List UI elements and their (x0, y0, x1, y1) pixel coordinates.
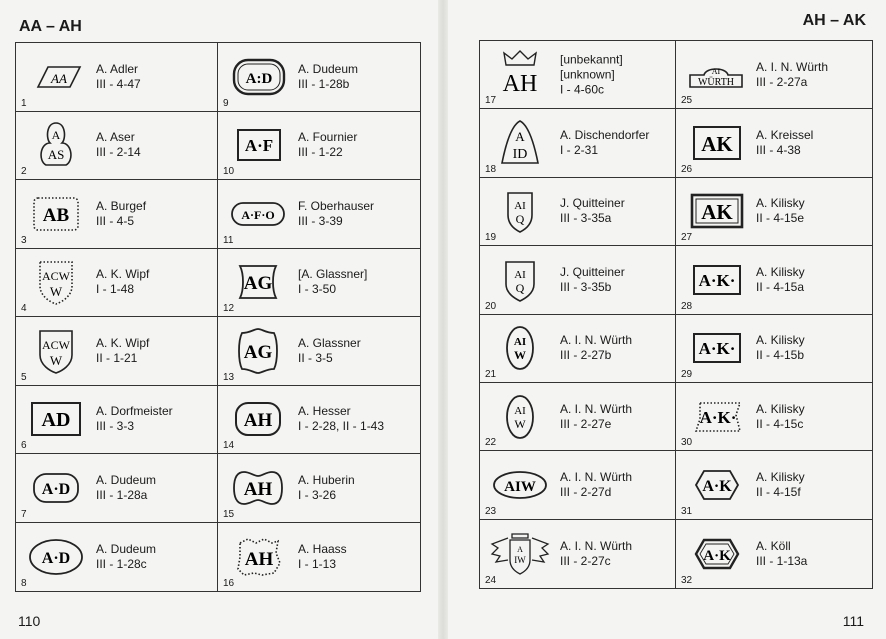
svg-text:W: W (514, 416, 526, 431)
entry-number: 27 (681, 232, 693, 244)
maker-name: A. Aser (96, 130, 135, 145)
hallmark-stamp (24, 395, 88, 443)
hallmark-entry (16, 112, 218, 181)
hallmark-entry (218, 249, 420, 318)
hallmark-stamp (684, 187, 748, 235)
maker-name: A. Kilisky (756, 264, 805, 279)
hallmark-stamp (488, 324, 552, 372)
svg-text:ACW: ACW (42, 269, 70, 284)
svg-text:A·K·: A·K· (698, 339, 736, 359)
entry-number: 7 (21, 508, 27, 520)
hallmark-stamp (488, 256, 552, 304)
reference: I - 2-28, II - 1-43 (298, 419, 385, 434)
maker-name: A. Dudeum (96, 472, 157, 487)
hallmark-stamp (24, 464, 88, 512)
maker-name: A. I. N. Würth (560, 538, 633, 553)
hallmark-stamp (488, 461, 552, 509)
maker-name: A. K. Wipf (96, 335, 150, 350)
hallmark-entry (676, 520, 872, 588)
reference: III - 3-3 (96, 419, 135, 434)
reference: III - 2-27c (560, 553, 611, 568)
svg-text:IW: IW (514, 554, 526, 565)
hallmark-stamp (226, 121, 290, 169)
reference: III - 2-27e (560, 416, 612, 431)
hallmark-entry (676, 383, 872, 451)
svg-text:AB: AB (42, 204, 70, 226)
svg-text:AI: AI (514, 200, 526, 213)
maker-name: A. Burgef (96, 198, 147, 213)
entry-number: 10 (223, 166, 235, 177)
maker-name: A. Haass (298, 541, 347, 556)
hallmark-entry (218, 523, 420, 592)
hallmark-stamp (226, 53, 290, 101)
entry-number: 18 (485, 163, 497, 175)
entry-number: 12 (223, 303, 235, 314)
entry-number: 9 (223, 97, 229, 109)
reference: III - 1-28b (298, 76, 350, 91)
page-header: AH – AK (802, 12, 866, 29)
svg-text:A: A (517, 544, 523, 554)
reference: III - 3-39 (298, 213, 343, 228)
svg-text:AI: AI (514, 268, 526, 281)
reference: III - 2-27b (560, 348, 612, 363)
reference: I - 4-60c (560, 82, 605, 97)
reference: III - 1-28c (96, 556, 147, 571)
entry-number: 28 (681, 300, 693, 312)
maker-name: A. I. N. Würth (560, 469, 633, 484)
maker-name: A. I. N. Würth (560, 401, 633, 416)
entry-number: 20 (485, 300, 497, 312)
entry-number: 13 (223, 371, 235, 383)
svg-text:AH: AH (244, 548, 274, 570)
reference: III - 2-14 (96, 145, 141, 160)
reference: I - 2-31 (560, 143, 599, 158)
hallmark-stamp (684, 256, 748, 304)
maker-name: [A. Glassner] (298, 267, 368, 282)
entry-number: 31 (681, 505, 693, 517)
page-number: 110 (18, 613, 41, 629)
maker-name: A. I. N. Würth (756, 59, 829, 74)
reference: I - 3-26 (298, 487, 337, 502)
reference: II - 4-15a (756, 279, 805, 294)
svg-text:A: A (515, 129, 525, 145)
reference: II - 4-15e (756, 211, 805, 226)
entry-number: 23 (485, 505, 497, 517)
svg-text:ACW: ACW (42, 337, 70, 352)
svg-text:AH: AH (243, 478, 273, 500)
page-header: AA – AH (19, 18, 82, 35)
hallmark-entry (676, 246, 872, 314)
hallmark-stamp (488, 119, 552, 167)
svg-text:WÜRTH: WÜRTH (697, 76, 735, 88)
svg-text:A: A (51, 128, 61, 143)
entry-number: 26 (681, 163, 693, 175)
hallmark-entry (16, 317, 218, 386)
hallmark-entry (218, 112, 420, 181)
svg-text:AH: AH (243, 410, 273, 432)
hallmark-entry (676, 178, 872, 246)
reference: III - 1-13a (756, 553, 808, 568)
reference: II - 3-5 (298, 350, 333, 365)
entry-number: 5 (21, 371, 27, 383)
reference: II - 1-21 (96, 350, 138, 365)
hallmark-stamp (24, 190, 88, 238)
hallmark-entry (480, 109, 676, 177)
reference: II - 4-15c (756, 416, 804, 431)
entry-number: 11 (223, 234, 234, 246)
entry-number: 3 (21, 234, 27, 246)
maker-name: A. Dischendorfer (560, 128, 650, 143)
maker-name: J. Quitteiner (560, 264, 625, 279)
svg-text:AK: AK (701, 132, 733, 157)
svg-text:A·K: A·K (703, 547, 731, 564)
maker-name: A. Hesser (298, 404, 351, 419)
maker-name: A. Kilisky (756, 333, 805, 348)
page-number: 111 (842, 613, 864, 629)
entry-number: 29 (681, 368, 693, 380)
hallmark-stamp (684, 530, 748, 578)
maker-name: A. Adler (96, 61, 139, 76)
svg-text:AIW: AIW (504, 478, 536, 495)
hallmark-stamp (226, 190, 290, 238)
reference: I - 1-13 (298, 556, 337, 571)
hallmark-stamp (684, 324, 748, 372)
svg-text:AG: AG (243, 273, 273, 295)
maker-name: A. Kilisky (756, 469, 805, 484)
reference: I - 3-50 (298, 282, 337, 297)
hallmark-entry (16, 523, 218, 592)
maker-name: F. Oberhauser (298, 198, 375, 213)
svg-text:A·D: A·D (41, 549, 71, 567)
svg-text:AI: AI (514, 404, 526, 417)
hallmark-entry (480, 246, 676, 314)
entry-number: 1 (21, 97, 27, 109)
hallmark-stamp (684, 51, 748, 99)
hallmark-entry (16, 180, 218, 249)
hallmark-entry (480, 383, 676, 451)
reference: I - 1-48 (96, 282, 135, 297)
eagle-crest-icon (492, 534, 548, 574)
maker-name-alt: [unknown] (560, 67, 615, 82)
maker-name: A. Fournier (298, 130, 358, 145)
svg-text:AA: AA (51, 70, 67, 86)
entry-number: 17 (485, 95, 497, 107)
entry-number: 2 (21, 166, 27, 177)
hallmark-stamp (684, 119, 748, 167)
svg-text:AD: AD (41, 409, 71, 432)
entry-number: 14 (223, 440, 235, 451)
entry-number: 30 (681, 437, 693, 449)
hallmark-stamp (24, 327, 88, 375)
hallmark-entry (676, 41, 872, 109)
reference: II - 4-15b (756, 348, 805, 363)
svg-text:A·F: A·F (244, 136, 274, 156)
hallmark-entry (480, 41, 676, 109)
hallmark-entry (676, 109, 872, 177)
maker-name: A. Dudeum (298, 61, 359, 76)
maker-name: A. K. Wipf (96, 267, 150, 282)
hallmark-entry (16, 249, 218, 318)
maker-name: A. Dudeum (96, 541, 157, 556)
maker-name: [unbekannt] (560, 52, 623, 67)
svg-text:A·K·: A·K· (698, 270, 736, 290)
hallmark-entry (480, 315, 676, 383)
hallmark-entry (480, 520, 676, 588)
right-page (446, 0, 886, 639)
reference: III - 3-35a (560, 211, 612, 226)
entry-number: 32 (681, 575, 693, 586)
hallmark-stamp (684, 393, 748, 441)
hallmark-stamp (226, 395, 290, 443)
svg-text:AH: AH (502, 70, 538, 97)
crown-icon (504, 51, 536, 65)
reference: III - 3-35b (560, 279, 612, 294)
reference: III - 1-22 (298, 145, 343, 160)
hallmark-table (15, 42, 421, 592)
svg-text:W: W (49, 284, 63, 300)
hallmark-entry (218, 454, 420, 523)
svg-text:AK: AK (701, 200, 733, 225)
hallmark-stamp (488, 51, 552, 99)
hallmark-entry (218, 386, 420, 455)
entry-number: 15 (223, 508, 235, 520)
hallmark-stamp (226, 258, 290, 306)
svg-text:A·D: A·D (41, 480, 71, 498)
hallmark-entry (480, 178, 676, 246)
maker-name: A. Glassner (298, 335, 361, 350)
svg-text:AI: AI (513, 336, 527, 349)
entry-number: 22 (485, 437, 497, 449)
hallmark-entry (16, 43, 218, 112)
reference: III - 1-28a (96, 487, 148, 502)
svg-text:W: W (514, 348, 526, 363)
svg-text:W: W (49, 352, 63, 368)
entry-number: 6 (21, 440, 27, 451)
svg-text:Q: Q (515, 212, 525, 227)
hallmark-stamp (488, 530, 552, 578)
entry-number: 21 (485, 368, 497, 380)
svg-text:A:D: A:D (245, 70, 273, 87)
entry-number: 19 (485, 232, 497, 244)
hallmark-entry (16, 386, 218, 455)
svg-text:AI: AI (711, 66, 721, 76)
reference: III - 4-38 (756, 143, 801, 158)
maker-name: A. Köll (756, 538, 791, 553)
reference: III - 4-5 (96, 213, 135, 228)
hallmark-stamp (226, 464, 290, 512)
maker-name: J. Quitteiner (560, 196, 625, 211)
maker-name: A. I. N. Würth (560, 333, 633, 348)
hallmark-entry (676, 315, 872, 383)
reference: II - 4-15f (756, 484, 801, 499)
svg-text:AS: AS (47, 147, 65, 163)
svg-text:A·K: A·K (702, 477, 732, 495)
hallmark-stamp (488, 187, 552, 235)
maker-name: A. Kilisky (756, 196, 805, 211)
entry-number: 4 (21, 303, 27, 314)
reference: III - 4-47 (96, 76, 141, 91)
entry-number: 25 (681, 95, 693, 107)
svg-text:AG: AG (243, 341, 273, 363)
hallmark-entry (480, 451, 676, 519)
hallmark-table (479, 40, 873, 589)
hallmark-stamp (24, 533, 88, 581)
hallmark-entry (218, 317, 420, 386)
hallmark-entry (218, 43, 420, 112)
svg-text:A·K·: A·K· (699, 407, 737, 427)
svg-text:Q: Q (515, 280, 525, 295)
hallmark-entry (676, 451, 872, 519)
svg-text:ID: ID (512, 147, 528, 163)
reference: III - 2-27d (560, 484, 612, 499)
entry-number: 16 (223, 578, 235, 589)
hallmark-stamp (226, 533, 290, 581)
reference: III - 2-27a (756, 74, 808, 89)
hallmark-stamp (24, 53, 88, 101)
entry-number: 24 (485, 575, 497, 586)
entry-number: 8 (21, 578, 27, 589)
maker-name: A. Huberin (298, 472, 355, 487)
maker-name: A. Dorfmeister (96, 404, 173, 419)
hallmark-stamp (24, 258, 88, 306)
hallmark-stamp (684, 461, 748, 509)
maker-name: A. Kilisky (756, 401, 805, 416)
hallmark-entry (218, 180, 420, 249)
hallmark-entry (16, 454, 218, 523)
maker-name: A. Kreissel (756, 128, 814, 143)
hallmark-stamp (24, 121, 88, 169)
hallmark-stamp (226, 327, 290, 375)
hallmark-stamp (488, 393, 552, 441)
left-page (0, 0, 440, 639)
svg-text:A·F·O: A·F·O (241, 207, 275, 222)
